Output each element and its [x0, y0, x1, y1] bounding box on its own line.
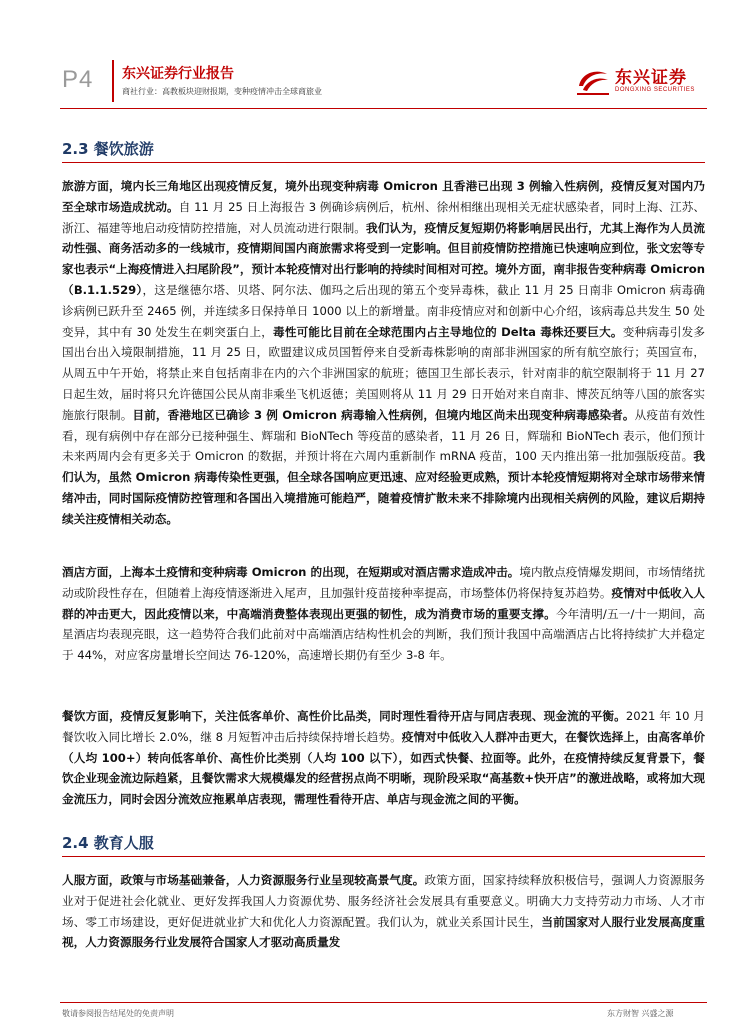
bold-text-run: 疫情对中低收入人群冲击更大，在餐饮选择上，由高客单价（人均 100+）转向低客单价、高性价比类别（人均 100 以下），如西式快餐、拉面等。此外，在疫情持续反复背景下，餐饮企业现金流边际趋紧，且餐饮需求大规模爆发的经营拐点尚不明晰，现阶段采取“高基数+快开店”的激进战略，或将加大现金流压力，同时会因分流效应拖累单店表现，需理性看待开店、单店与现金流之间的平衡。	[62, 729, 705, 807]
report-title: 东兴证券行业报告	[122, 66, 234, 82]
bold-text-run: 毒性可能比目前在全球范围内占主导地位的 Delta 毒株还要巨大。	[273, 324, 623, 339]
footer-slogan: 东方财智 兴盛之源	[607, 1009, 674, 1018]
paragraph-catering	[62, 706, 705, 810]
text-run: 变种病毒引发多国出台出入境限制措施，11 月 25 日，欧盟建议成员国暂停来自受新毒株影响的南部非洲国家的所有航空旅行；英国宣布，从周五中午开始，将禁止来自包括南非在内的六个非洲国家的航班；德国卫生部长表示，针对南非的航空限制将于 11 月 27 日起生效，届时将只允许德国公民从南非乘坐飞机返德；美国则将从 11 月 29 日开始对来自南非、博茨瓦纳等八国的旅客实施旅行限制。	[62, 324, 705, 422]
text-run: 境内散点疫情爆发期间，市场情绪扰动或阶段性存在，但随着上海疫情逐渐进入尾声，且加强针疫苗接种率提高，市场整体仍将保持复苏趋势。	[62, 565, 705, 600]
text-run: 政策方面，国家持续释放积极信号，强调人力资源服务业对于促进社会化就业、更好发挥我国人力资源优势、服务经济社会发展具有重要意义。明确大力支持劳动力市场、人才市场、零工市场建设，更好促进就业扩大和优化人力资源配置。我们认为，就业关系国计民生，	[62, 873, 705, 929]
bold-text-run: 我们认为，疫情反复短期仍将影响居民出行，尤其上海作为人员流动性强、商务活动多的一线城市，疫情期间国内商旅需求将受到一定影响。但目前疫情防控措施已快速响应到位，张文宏等专家也表示“上海疫情进入扫尾阶段”，预计本轮疫情对出行影响的持续时间相对可控。境外方面，南非报告变种病毒 Omicron（B.1.1.529）	[62, 220, 705, 297]
header-divider	[112, 60, 114, 102]
bold-text-run: 人服方面，政策与市场基础兼备，人力资源服务行业呈现较高景气度。	[62, 873, 425, 887]
logo-swirl-icon	[575, 64, 611, 100]
bold-text-run: 我们认为，虽然 Omicron 病毒传染性更强，但全球各国响应更迅速、应对经验更成熟，预计本轮疫情短期将对全球市场带来情绪冲击，同时国际疫情防控管理和各国出入境措施可能趋严，随着疫情扩散未来不排除境内出现相关病例的风险，建议后期持续关注疫情相关动态。	[62, 449, 705, 526]
company-logo	[575, 62, 705, 102]
page-header	[0, 0, 755, 110]
logo-english-name: DONGXING SECURITIES	[615, 87, 695, 93]
bold-text-run: 疫情对中低收入人群的冲击更大，因此疫情以来，中高端消费整体表现出更强的韧性，成为消费市场的重要支撑。	[62, 585, 705, 621]
section-rule	[62, 162, 705, 163]
bold-text-run: 当前国家对人服行业发展高度重视，人力资源服务行业发展符合国家人才驱动高质量发	[62, 914, 705, 950]
header-rule	[60, 108, 707, 109]
text-run: ，这是继德尔塔、贝塔、阿尔法、伽玛之后出现的第五个变异毒株，截止 11 月 25 日南非 Omicron 病毒确诊病例已跃升至 2465 例，并连续多日保持单日 1000 以上的新增量。南非疫情应对和创新中心介绍，该病毒总共发生 50 处变异，其中有 30 处发生在刺突蛋白上，	[62, 282, 705, 339]
disclaimer-note: 敬请参阅报告结尾处的免责声明	[62, 1009, 174, 1018]
text-run: 从疫苗有效性看，现有病例中存在部分已接种强生、辉瑞和 BioNTech 等疫苗的感染者，11 月 26 日，辉瑞和 BioNTech 表示，他们预计未来两周内会有更多关于 Omicron 的数据，并预计将在六周内重新制作 mRNA 疫苗，100 天内推出第一批加强版疫苗。	[62, 407, 705, 464]
text-run: 2021 年 10 月餐饮收入同比增长 2.0%，继 8 月短暂冲击后持续保持增长趋势。	[62, 709, 705, 744]
bold-text-run: 目前，香港地区已确诊 3 例 Omicron 病毒输入性病例，但境内地区尚未出现变种病毒感染者。	[132, 407, 635, 422]
paragraph-hr	[62, 870, 705, 953]
report-subtitle: 商社行业：高教板块迎财报期，变种疫情冲击全球商旅业	[122, 87, 322, 96]
section-rule	[62, 856, 705, 857]
page-number: P4	[62, 66, 94, 93]
paragraph-hotel	[62, 562, 705, 666]
paragraph-tourism	[62, 176, 705, 530]
bold-text-run: 旅游方面，境内长三角地区出现疫情反复，境外出现变种病毒 Omicron 且香港已出现 3 例输入性病例，疫情反复对国内乃至全球市场造成扰动。	[62, 179, 705, 214]
footer-rule	[60, 1002, 707, 1003]
text-run: 今年清明/五一/十一期间，高星酒店均表现亮眼，这一趋势符合我们此前对中高端酒店结构性机会的判断，我们预计我国中高端酒店占比将持续扩大并稳定于 44%，对应客房量增长空间达 76-120%，高速增长期仍有至少 3-8 年。	[62, 606, 705, 663]
section-title-2-3: 2.3 餐饮旅游	[62, 140, 154, 158]
bold-text-run: 酒店方面，上海本土疫情和变种病毒 Omicron 的出现，在短期或对酒店需求造成冲击。	[62, 565, 520, 579]
section-title-2-4: 2.4 教育人服	[62, 834, 154, 852]
bold-text-run: 餐饮方面，疫情反复影响下，关注低客单价、高性价比品类，同时理性看待开店与同店表现、现金流的平衡。	[62, 709, 626, 723]
text-run: 自 11 月 25 日上海报告 3 例确诊病例后，杭州、徐州相继出现相关无症状感染者，同时上海、江苏、浙江、福建等地启动疫情防控措施，对人员流动进行限制。	[62, 199, 705, 235]
logo-chinese-name: 东兴证券	[615, 68, 687, 88]
